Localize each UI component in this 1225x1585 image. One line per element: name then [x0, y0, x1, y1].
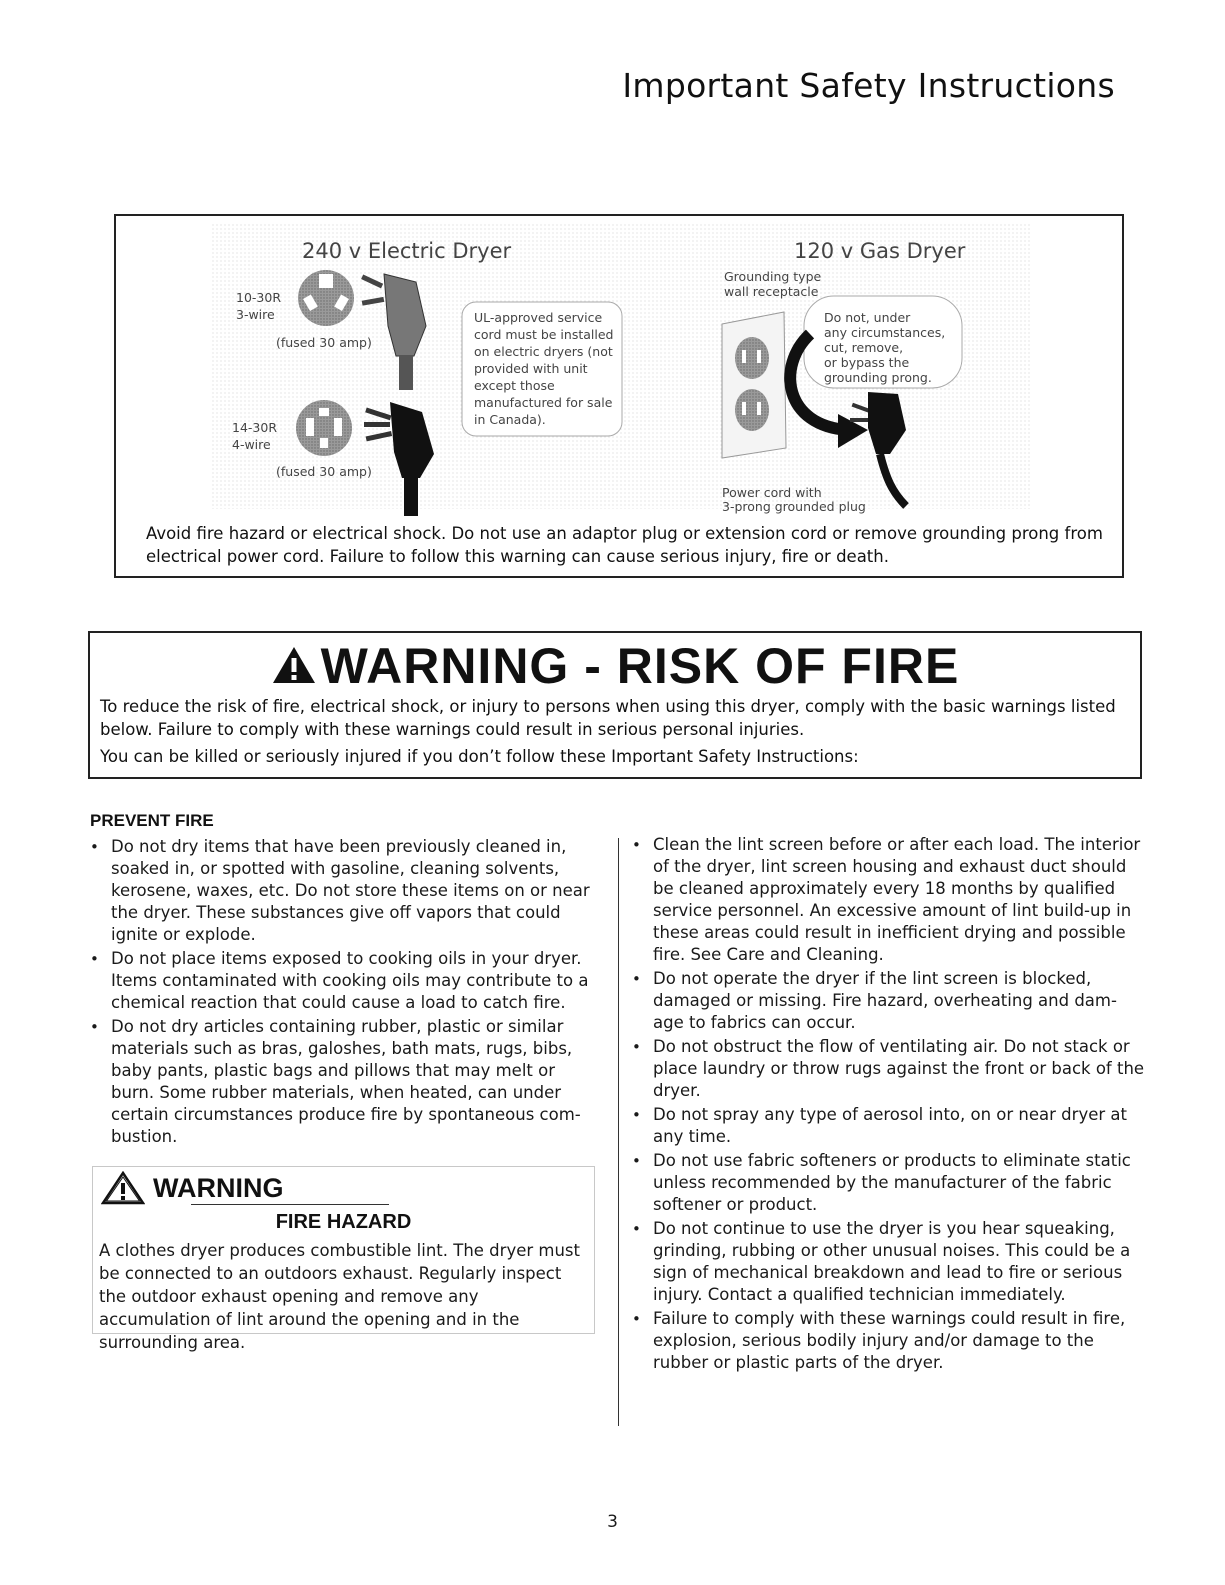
outlet-diagram — [116, 216, 1122, 516]
receptacle-label-1: Grounding type — [724, 269, 822, 284]
outlet2-code: 14-30R — [232, 420, 278, 435]
list-item: • Do not use fabric softeners or products to eliminate static unless recommended by the manufacturer of the fabric softener or product. — [632, 1150, 1147, 1216]
outlet-4-wire-icon — [296, 400, 352, 456]
warning-triangle-outline-icon — [101, 1171, 145, 1205]
outlet1-fuse: (fused 30 amp) — [276, 335, 372, 350]
electrical-illustration — [114, 214, 1124, 578]
safety-list — [632, 834, 1147, 1374]
divider — [191, 1204, 389, 1205]
list-item: • Do not operate the dryer if the lint screen is blocked, damaged or missing. Fire hazard, overheating and dam-age to fabrics can occur. — [632, 968, 1147, 1034]
outlet-3-wire-icon — [298, 270, 354, 326]
ul-note-line-1: UL-approved service — [474, 310, 603, 325]
ul-note-line-7: in Canada). — [474, 412, 546, 427]
outlet2-wire: 4-wire — [232, 437, 271, 452]
prong-note-line-4: or bypass the — [824, 355, 910, 370]
fire-hazard-box — [92, 1166, 595, 1352]
fire-warning-label: WARNING — [153, 1172, 284, 1203]
page-number: 3 — [607, 1512, 618, 1532]
fire-hazard-text: A clothes dryer produces combustible lint. The dryer must be connected to an outdoors exhaust. Regularly inspect the outdoor exhaust opening and remove any accumulation of lint around the opening and in the surrounding area. — [99, 1241, 580, 1352]
warning-paragraph-2: You can be killed or seriously injured if you don’t follow these Important Safety Instructions: — [100, 747, 859, 766]
ul-note-line-2: cord must be installed — [474, 327, 614, 342]
list-item: • Do not spray any type of aerosol into, on or near dryer at any time. — [632, 1104, 1147, 1148]
prong-note-line-5: grounding prong. — [824, 370, 932, 385]
list-item: • Do not obstruct the flow of ventilating air. Do not stack or place laundry or throw rugs against the front or back of the dryer. — [632, 1036, 1147, 1102]
prong-note-line-1: Do not, under — [824, 310, 911, 325]
fire-warning-row — [101, 1171, 284, 1205]
list-item: • Clean the lint screen before or after each load. The interior of the dryer, lint screen housing and exhaust duct should be cleaned approximately every 18 months by qualified service personnel. An excessive amount of lint build-up in these areas could result in inefficient drying and possible fire. See Care and Cleaning. — [632, 834, 1147, 966]
prong-note-line-3: cut, remove, — [824, 340, 904, 355]
receptacle-label-2: wall receptacle — [724, 284, 819, 299]
prevent-fire-heading: PREVENT FIRE — [90, 811, 214, 830]
cord-label-2: 3-prong grounded plug — [722, 499, 866, 514]
ul-note-line-3: on electric dryers (not — [474, 344, 613, 359]
list-item: • Failure to comply with these warnings could result in fire, explosion, serious bodily injury and/or damage to the rubber or plastic parts of the dryer. — [632, 1308, 1147, 1374]
outlet1-code: 10-30R — [236, 290, 282, 305]
page-title: Important Safety Instructions — [622, 66, 1115, 105]
cord-label-1: Power cord with — [722, 485, 822, 500]
list-item: • Do not place items exposed to cooking oils in your dryer. Items contaminated with cooking oils may contribute to a chemical reaction that could cause a load to catch fire. — [90, 948, 595, 1014]
wall-receptacle-icon — [722, 312, 786, 458]
ul-note-line-4: provided with unit — [474, 361, 588, 376]
list-item: • Do not dry articles containing rubber, plastic or similar materials such as bras, galoshes, bath mats, rugs, bibs, baby pants, plastic bags and pillows that may melt or burn. Some rubber materials, when heated, can under certain circumstances produce fire by spontaneous com-bustion. — [90, 1016, 595, 1148]
left-column — [90, 810, 595, 1150]
prevent-fire-list — [90, 836, 595, 1148]
outlet1-wire: 3-wire — [236, 307, 275, 322]
warning-title — [90, 637, 1140, 695]
list-item: • Do not continue to use the dryer is you hear squeaking, grinding, rubbing or other unusual noises. This could be a sign of mechanical breakdown and lead to fire or serious injury. Contact a qualified technician immediately. — [632, 1218, 1147, 1306]
list-item: • Do not dry items that have been previously cleaned in, soaked in, or spotted with gasoline, cleaning solvents, kerosene, waxes, etc. Do not store these items on or near the dryer. These substances give off vapors that could ignite or explode. — [90, 836, 595, 946]
electric-dryer-title: 240 v Electric Dryer — [302, 239, 512, 263]
ul-note-line-5: except those — [474, 378, 555, 393]
gas-dryer-title: 120 v Gas Dryer — [794, 239, 966, 263]
ul-note-line-6: manufactured for sale — [474, 395, 613, 410]
warning-title-text: WARNING - RISK OF FIRE — [320, 638, 960, 694]
fire-warning-box — [88, 631, 1142, 779]
right-column — [632, 834, 1147, 1376]
fire-hazard-heading: FIRE HAZARD — [275, 1211, 412, 1233]
column-divider — [618, 838, 619, 1426]
warning-paragraph-1: To reduce the risk of fire, electrical shock, or injury to persons when using this dryer, comply with the basic warnings listed below. Failure to comply with these warnings could result in serious personal injuries. — [100, 697, 1116, 739]
illustration-caption: Avoid fire hazard or electrical shock. Do not use an adaptor plug or extension cord or remove grounding prong from electrical power cord. Failure to follow this warning can cause serious injury, fire or death. — [146, 524, 1103, 566]
outlet2-fuse: (fused 30 amp) — [276, 464, 372, 479]
prong-note-line-2: any circumstances, — [824, 325, 946, 340]
warning-triangle-icon — [271, 645, 317, 685]
